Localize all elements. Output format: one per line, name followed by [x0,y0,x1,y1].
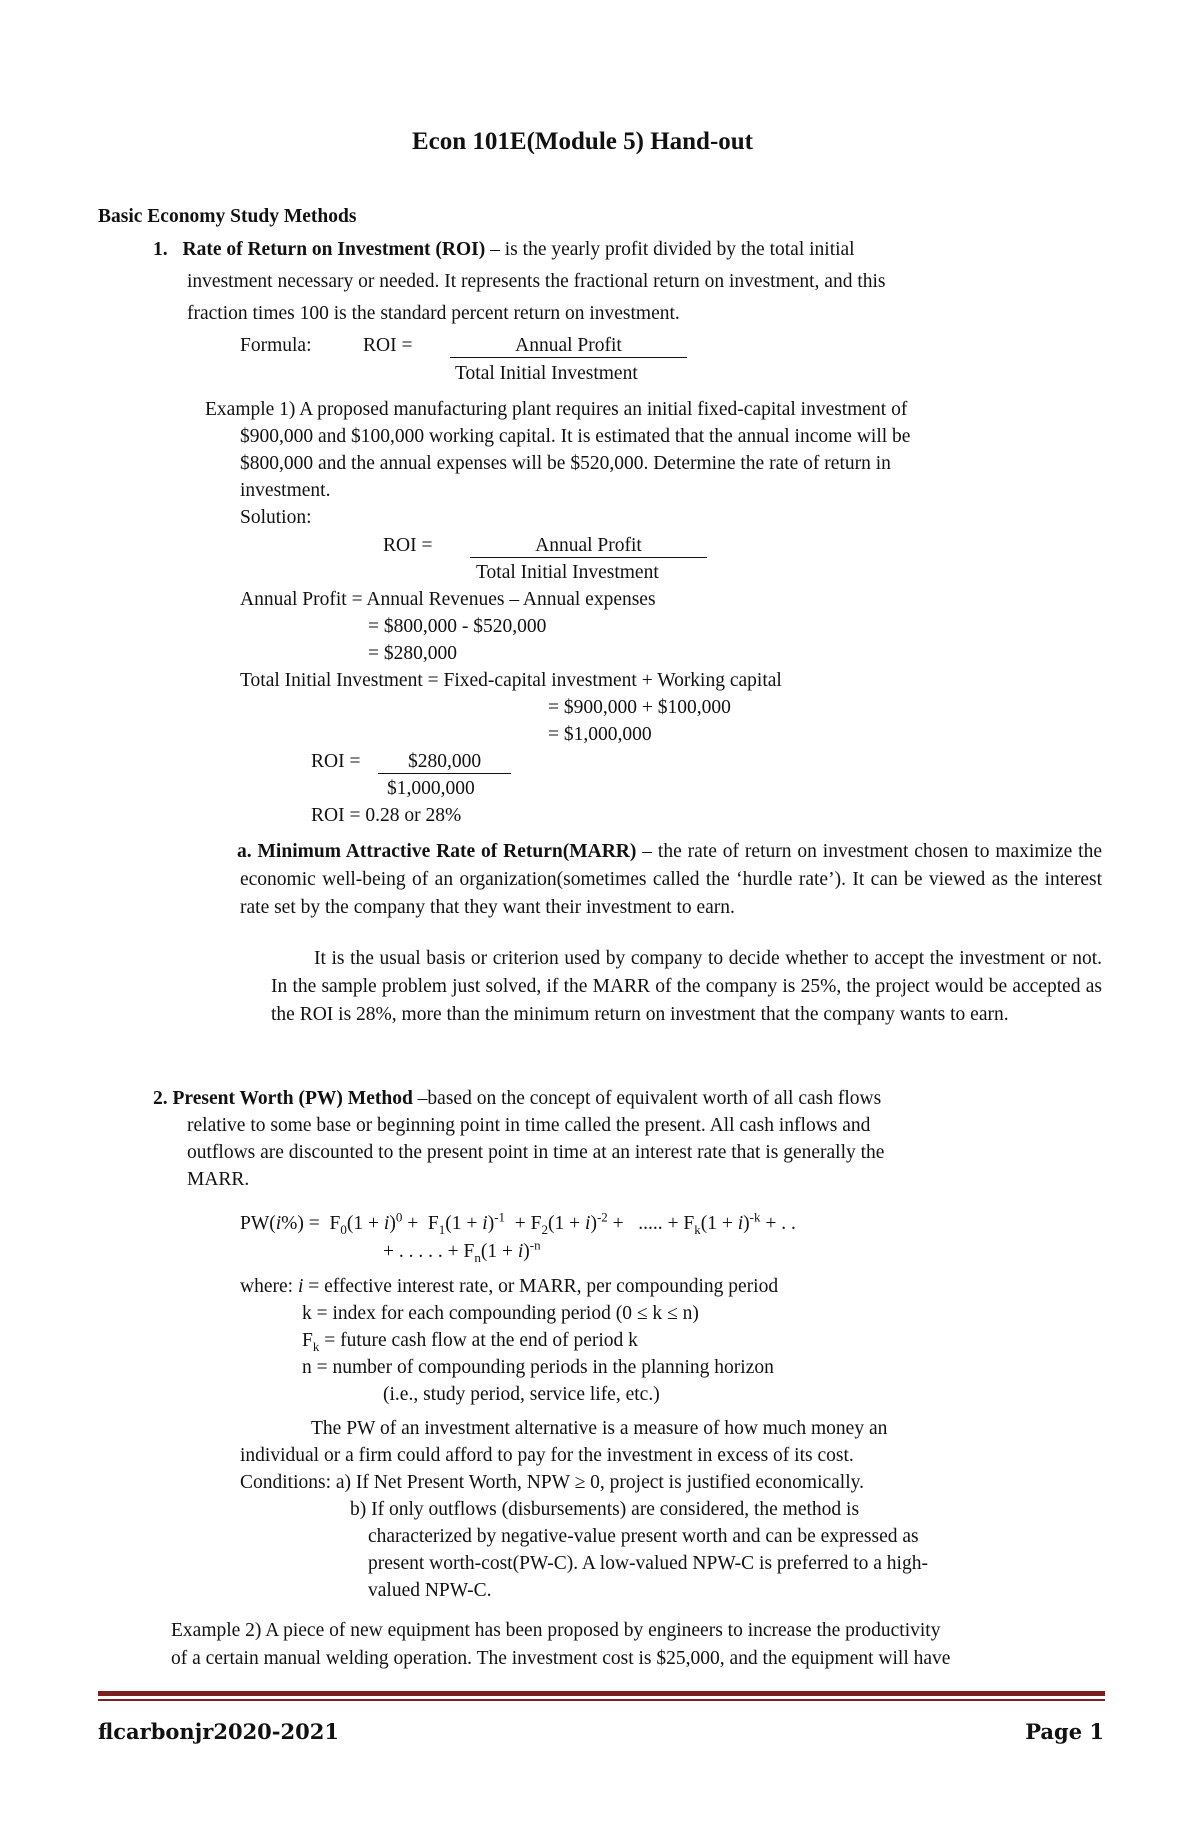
marr-text: – the rate of return on investment chosen to maximize the economic well-being of an organization(sometimes called the ‘hurdle rate’). It can be viewed as the interest rate set by the company that they want their investment to earn. [240,841,1102,918]
roi-calc-numerator [378,750,511,774]
page-title: Econ 101E(Module 5) Hand-out [412,128,754,155]
pw-heading-line [153,1087,881,1110]
where-n-line: n = number of compounding periods in the planning horizon [302,1357,774,1378]
total-investment-line3: = $1,000,000 [548,724,652,745]
roi-formula-numerator [450,334,687,358]
example1-roi-numerator [470,534,707,558]
where-i-text: = effective interest rate, or MARR, per compounding period [303,1276,779,1297]
marr-paragraph2: It is the usual basis or criterion used by company to decide whether to accept the investment or not. In the sample problem just solved, if the MARR of the company is 25%, the project would be accepted as the ROI is 28%, more than the minimum return on investment that the company wants to earn. [271,948,1102,1025]
total-investment-line1: Total Initial Investment = Fixed-capital investment + Working capital [240,670,782,691]
example1-line3: $800,000 and the annual expenses will be $520,000. Determine the rate of return in [240,453,891,474]
condition-a: Conditions: a) If Net Present Worth, NPW ≥ 0, project is justified economically. [240,1472,864,1493]
pw-para-line2: individual or a firm could afford to pay for the investment in excess of its cost. [240,1445,854,1466]
condition-b-line1: b) If only outflows (disbursements) are considered, the method is [350,1499,860,1520]
where-fk-text: = future cash flow at the end of period k [319,1330,638,1351]
example2-line2: of a certain manual welding operation. The investment cost is $25,000, and the equipment will have [171,1648,951,1669]
section-heading: Basic Economy Study Methods [98,206,357,227]
roi-calc-denominator: $1,000,000 [387,778,475,799]
example1-line1: Example 1) A proposed manufacturing plant requires an initial fixed-capital investment of [205,399,908,420]
marr-paragraph1 [237,838,1102,922]
roi-def-line3: fraction times 100 is the standard percent return on investment. [187,303,680,324]
annual-profit-line2: = $800,000 - $520,000 [368,616,547,637]
footer-rule-thin [98,1699,1105,1701]
example1-line4: investment. [240,480,331,501]
example1-roi-num-text: Annual Profit [535,535,642,556]
roi-def-line1: – is the yearly profit divided by the total initial [485,239,855,260]
where-label: where: [240,1276,294,1297]
roi-def-line2: investment necessary or needed. It represents the fractional return on investment, and this [187,271,886,292]
condition-b-line4: valued NPW-C. [368,1580,492,1601]
roi-term: Rate of Return on Investment (ROI) [182,239,486,260]
pw-line1: –based on the concept of equivalent worth of all cash flows [412,1088,882,1109]
where-i-symbol: i [297,1276,304,1297]
roi-result: ROI = 0.28 or 28% [311,805,462,826]
pw-formula-line2: + . . . . . + $F_n(1 + i)^{-n}$ [383,1237,541,1265]
pw-line4: MARR. [187,1169,250,1190]
roi-formula-lhs: ROI = [363,335,413,356]
example1-roi-lhs: ROI = [383,535,433,556]
condition-b-line3: present worth-cost(PW-C). A low-valued NPW-C is preferred to a high- [368,1553,928,1574]
roi-formula-denominator: Total Initial Investment [455,363,638,384]
marr-label: a. Minimum Attractive Rate of Return(MARR) [237,841,637,862]
where-k-line: k = index for each compounding period (0 ≤ k ≤ n) [302,1303,699,1324]
roi-calc-num-text: $280,000 [407,751,482,772]
where-i-line [240,1275,778,1298]
where-fk-line: $F_k$ = future cash flow at the end of period k [302,1330,638,1354]
footer-rule-thick [98,1691,1105,1696]
footer-author: flcarbonjr2020-2021 [98,1719,339,1744]
roi-number: 1. [153,239,168,260]
pw-line2: relative to some base or beginning point in time called the present. All cash inflows and [187,1115,871,1136]
example1-roi-denominator: Total Initial Investment [476,562,659,583]
where-ie-line: (i.e., study period, service life, etc.) [383,1384,660,1405]
roi-calc-lhs: ROI = [311,751,361,772]
example2-line1: Example 2) A piece of new equipment has been proposed by engineers to increase the productivity [171,1620,941,1641]
footer-page-number: Page 1 [1025,1719,1104,1744]
roi-formula-num-text: Annual Profit [515,335,622,356]
example1-line2: $900,000 and $100,000 working capital. It is estimated that the annual income will be [240,426,911,447]
pw-para-line1: The PW of an investment alternative is a measure of how much money an [311,1418,888,1439]
pw-label: 2. Present Worth (PW) Method [153,1088,413,1109]
condition-b-line2: characterized by negative-value present worth and can be expressed as [368,1526,919,1547]
annual-profit-line3: = $280,000 [368,643,457,664]
annual-profit-line1: Annual Profit = Annual Revenues – Annual expenses [240,589,656,610]
roi-formula-label: Formula: [240,335,312,356]
roi-definition [153,238,855,261]
pw-line3: outflows are discounted to the present point in time at an interest rate that is generally the [187,1142,885,1163]
example1-solution-label: Solution: [240,507,312,528]
pw-formula-line1: $PW(i\%) = F_0(1 + i)^0 + F_1(1 + i)^{-1} + F_2(1 + i)^{-2}$ + ..... + $F_k(1 + i)^{-k}$ + . . [240,1209,796,1237]
total-investment-line2: = $900,000 + $100,000 [548,697,731,718]
